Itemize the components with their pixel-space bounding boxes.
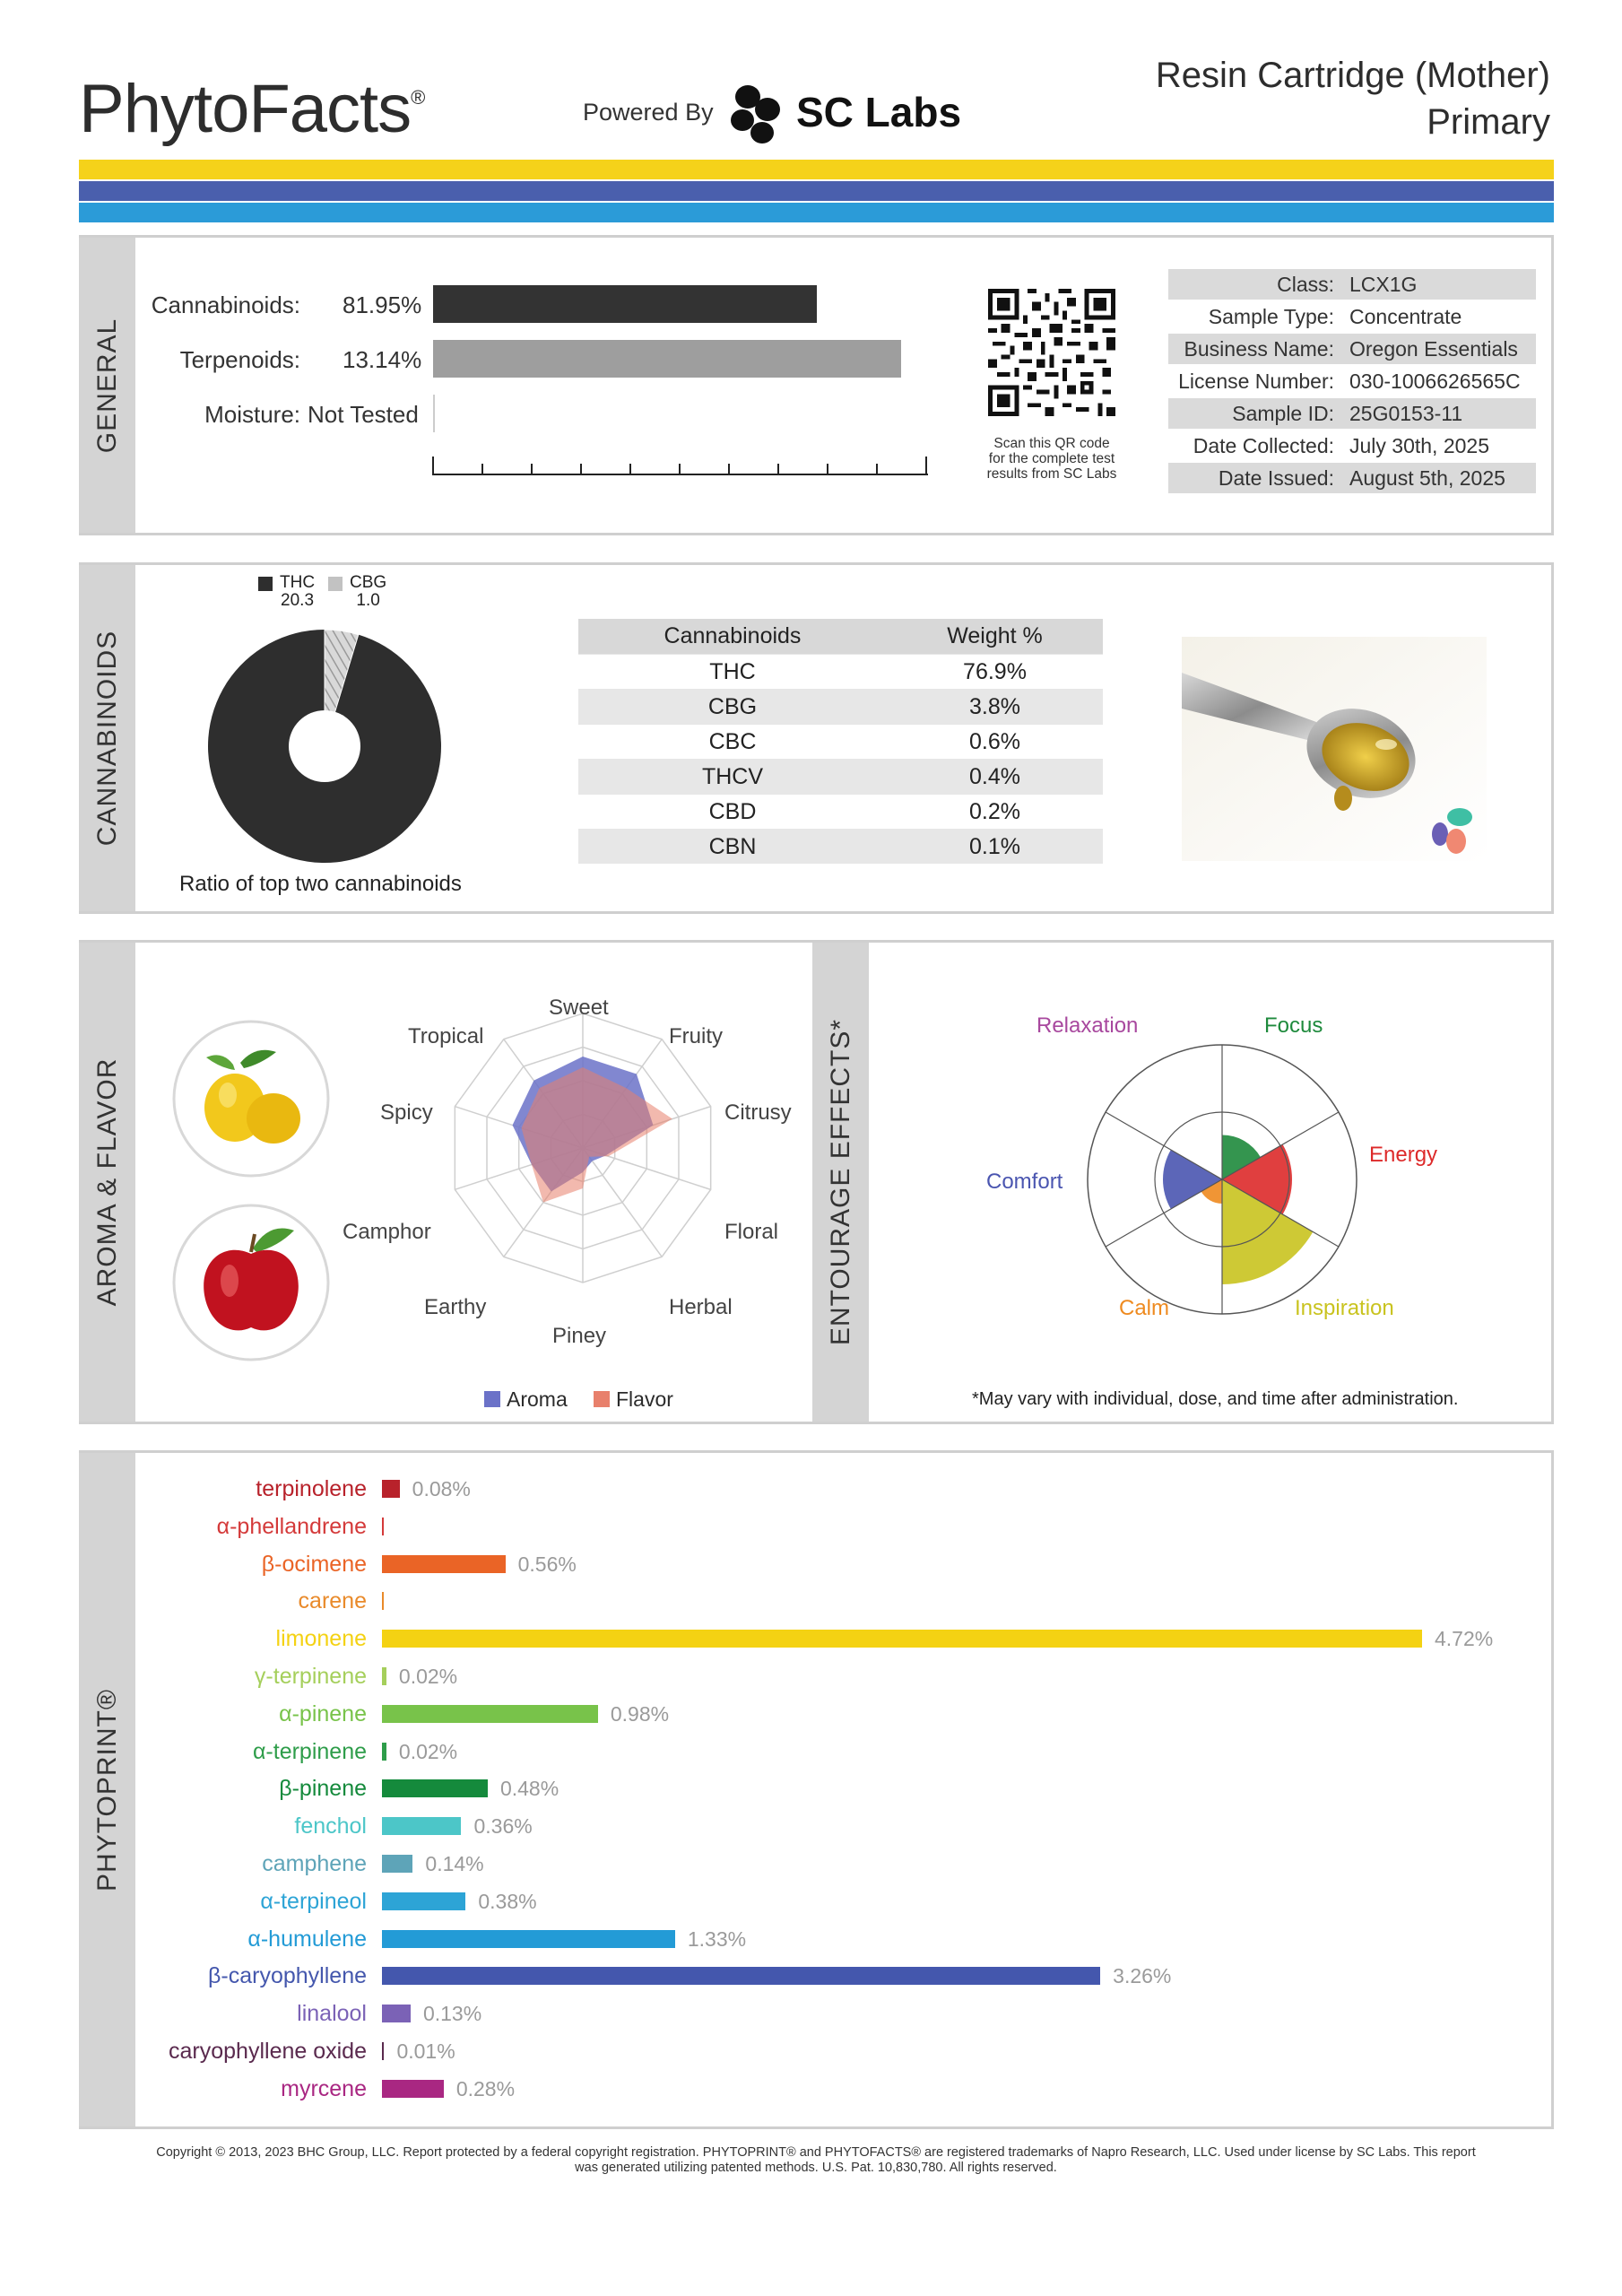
table-header-row <box>578 619 1103 655</box>
effect-focus: Focus <box>1264 1013 1323 1038</box>
scale-ruler <box>430 453 932 480</box>
table-cell: 0.4% <box>887 760 1103 795</box>
phytofacts-logo: PhytoFacts® <box>79 71 425 147</box>
terpene-percent: 3.26% <box>1113 1964 1172 1988</box>
info-sample-id <box>1168 398 1536 429</box>
table-cell: 76.9% <box>887 655 1103 690</box>
info-value: LCX1G <box>1349 273 1418 296</box>
info-key: Class: <box>1277 273 1334 296</box>
cannabinoids-bar <box>433 285 817 323</box>
terpene-name: α-pinene <box>279 1700 367 1726</box>
table-cell: CBN <box>578 830 887 865</box>
effects-polar-chart <box>1083 1040 1361 1318</box>
aroma-rail <box>79 943 135 1422</box>
table-row <box>578 830 1103 865</box>
terpene-name: β-pinene <box>279 1776 367 1802</box>
table-cell: CBC <box>578 725 887 760</box>
terpene-bar <box>382 1630 1422 1648</box>
table-row <box>578 760 1103 795</box>
terpene-name: β-ocimene <box>261 1551 367 1577</box>
terpene-bar <box>382 2080 444 2098</box>
effects-rail <box>812 943 869 1422</box>
donut-hole <box>289 710 360 782</box>
info-value: August 5th, 2025 <box>1349 466 1505 490</box>
logo-text: PhytoFacts <box>79 71 412 147</box>
general-rail <box>79 238 135 533</box>
qr-caption-line: Scan this QR code <box>993 436 1110 451</box>
terpene-name: carene <box>298 1588 367 1614</box>
info-date-issued <box>1168 463 1536 493</box>
terpene-name: limonene <box>275 1626 367 1652</box>
table-row <box>578 690 1103 725</box>
effect-energy: Energy <box>1369 1143 1438 1167</box>
product-category: Primary <box>1427 102 1550 142</box>
radar-spoke <box>583 1148 662 1257</box>
stripe-yellow <box>79 160 1554 179</box>
axis-camphor: Camphor <box>343 1220 431 1244</box>
sc-labs-dots-icon <box>1427 805 1478 859</box>
axis-earthy: Earthy <box>424 1295 487 1319</box>
terpene-bar <box>382 1855 412 1873</box>
terpene-percent: 0.56% <box>517 1552 577 1576</box>
terpene-bar <box>382 1592 384 1610</box>
terpene-percent: 0.98% <box>610 1701 670 1726</box>
terpene-percent: 0.36% <box>473 1814 533 1839</box>
table-header: Weight % <box>887 619 1103 655</box>
axis-fruity: Fruity <box>669 1024 723 1048</box>
legend-thc <box>280 574 315 610</box>
moisture-bar-empty <box>433 395 435 432</box>
terpene-bar <box>382 1967 1100 1985</box>
terpene-bar <box>382 1705 598 1723</box>
info-value: 25G0153-11 <box>1349 402 1463 425</box>
axis-spicy: Spicy <box>380 1100 433 1125</box>
ratio-caption: Ratio of top two cannabinoids <box>179 872 462 896</box>
legend-thc-swatch <box>258 577 273 591</box>
info-value: Oregon Essentials <box>1349 337 1518 361</box>
info-class <box>1168 269 1536 300</box>
effects-rail-label: ENTOURAGE EFFECTS* <box>825 1018 855 1346</box>
terpene-name: α-terpineol <box>260 1888 367 1914</box>
info-business-name <box>1168 334 1536 364</box>
general-rail-label: GENERAL <box>91 317 122 453</box>
moisture-label: Moisture: <box>204 401 300 428</box>
terpene-name: α-phellandrene <box>216 1513 367 1539</box>
terpene-name: fenchol <box>294 1813 367 1839</box>
legend-value: 1.0 <box>356 591 380 610</box>
info-value: July 30th, 2025 <box>1349 434 1490 457</box>
terpene-percent: 0.14% <box>425 1852 484 1875</box>
terpene-percent: 0.28% <box>455 2076 516 2100</box>
product-title <box>1156 52 1550 145</box>
cannabinoids-rail <box>79 565 135 911</box>
terpene-bar <box>382 1555 506 1573</box>
sc-labs-logo <box>723 79 992 145</box>
legend-flavor-swatch <box>594 1391 610 1407</box>
legend-flavor: Flavor <box>616 1387 673 1411</box>
terpene-percent: 0.02% <box>398 1739 458 1763</box>
terpene-name: β-caryophyllene <box>208 1963 367 1989</box>
terpenoids-label: Terpenoids: <box>179 346 300 373</box>
stripe-light-blue <box>79 203 1554 222</box>
legend-aroma-swatch <box>484 1391 500 1407</box>
effects-note: *May vary with individual, dose, and time after administration. <box>972 1389 1459 1409</box>
terpene-name: camphene <box>262 1851 367 1876</box>
info-sample-type <box>1168 301 1536 332</box>
terpene-bar <box>382 2005 411 2022</box>
info-key: Business Name: <box>1184 337 1334 361</box>
terpene-bar <box>382 1779 488 1797</box>
phytoprint-rail-label: PHYTOPRINT® <box>91 1688 122 1892</box>
table-cell: THCV <box>578 760 887 795</box>
qr-code-icon[interactable] <box>988 289 1115 416</box>
terpene-percent: 0.02% <box>398 1665 458 1688</box>
table-cell: CBD <box>578 795 887 830</box>
powered-by-label: Powered By <box>583 99 714 126</box>
terpene-percent: 0.38% <box>478 1889 537 1913</box>
info-date-collected <box>1168 430 1536 461</box>
copyright-line: was generated utilizing patented methods. U.S. Pat. 10,830,780. All rights reserved. <box>575 2161 1057 2175</box>
terpene-bar <box>382 1518 384 1535</box>
terpene-name: α-humulene <box>247 1926 367 1952</box>
table-row <box>578 795 1103 830</box>
terpene-percent: 0.01% <box>396 2039 455 2063</box>
info-value: Concentrate <box>1349 305 1462 328</box>
legend-name: CBG <box>350 573 387 592</box>
table-cell: 0.6% <box>887 725 1103 760</box>
axis-floral: Floral <box>724 1220 779 1244</box>
terpene-name: α-terpinene <box>252 1738 367 1764</box>
terpene-percent: 0.13% <box>422 2002 482 2026</box>
cannabinoids-rail-label: CANNABINOIDS <box>91 630 122 847</box>
info-key: Sample Type: <box>1208 305 1334 328</box>
terpene-bar <box>382 1743 386 1761</box>
table-row <box>578 725 1103 760</box>
terpene-percent: 0.48% <box>499 1777 559 1801</box>
qr-caption-line: for the complete test <box>988 451 1115 466</box>
product-name: Resin Cartridge (Mother) <box>1155 56 1550 95</box>
terpene-name: terpinolene <box>256 1476 367 1501</box>
terpene-name: linalool <box>297 2001 367 2027</box>
terpenoids-value: 13.14% <box>343 346 422 373</box>
table-cell: 0.1% <box>887 830 1103 865</box>
info-value: 030-1006626565C <box>1349 370 1521 393</box>
terpene-name: γ-terpinene <box>254 1664 367 1689</box>
qr-caption-line: results from SC Labs <box>986 466 1117 482</box>
ratio-donut-chart <box>206 628 443 865</box>
info-license-number <box>1168 366 1536 396</box>
table-cell: CBG <box>578 690 887 725</box>
copyright-line: Copyright © 2013, 2023 BHC Group, LLC. Report protected by a federal copyright registration. PHYTOPRINT® and PHYTOFACTS® are registered trademarks of Napro Research, LLC. Used under license by SC Labs. This report <box>156 2145 1476 2160</box>
axis-piney: Piney <box>552 1324 607 1348</box>
table-cell: THC <box>578 655 887 690</box>
table-cell: 3.8% <box>887 690 1103 725</box>
aroma-rail-label: AROMA & FLAVOR <box>91 1057 122 1307</box>
effect-comfort: Comfort <box>986 1170 1063 1194</box>
terpene-name: caryophyllene oxide <box>169 2039 367 2064</box>
terpene-bar <box>382 1930 675 1948</box>
terpene-bar <box>382 2042 384 2060</box>
cannabinoids-value: 81.95% <box>343 291 422 318</box>
table-row <box>578 655 1103 690</box>
terpene-percent: 4.72% <box>1435 1627 1494 1651</box>
terpenoids-bar <box>433 340 901 378</box>
table-header: Cannabinoids <box>578 619 887 655</box>
sc-labs-text: SC Labs <box>796 89 962 135</box>
info-key: Sample ID: <box>1232 402 1334 425</box>
effect-relaxation: Relaxation <box>1037 1013 1139 1038</box>
terpene-bar <box>382 1817 461 1835</box>
lemon-icon <box>170 1018 332 1179</box>
radar-series-flavor <box>522 1067 672 1203</box>
axis-herbal: Herbal <box>669 1295 733 1319</box>
apple-icon <box>170 1202 332 1363</box>
axis-tropical: Tropical <box>408 1024 484 1048</box>
axis-citrusy: Citrusy <box>724 1100 792 1125</box>
legend-value: 20.3 <box>281 591 315 610</box>
terpene-bar <box>382 1480 400 1498</box>
phytoprint-rail <box>79 1453 135 2126</box>
legend-cbg <box>350 574 386 610</box>
info-key: Date Collected: <box>1193 434 1334 457</box>
moisture-value: Not Tested <box>308 401 419 428</box>
axis-sweet: Sweet <box>549 996 609 1020</box>
terpene-bar <box>382 1667 386 1685</box>
effect-calm: Calm <box>1119 1296 1170 1320</box>
copyright-footer <box>81 2145 1551 2176</box>
terpene-name: myrcene <box>281 2075 367 2101</box>
legend-name: THC <box>280 573 316 592</box>
legend-cbg-swatch <box>328 577 343 591</box>
info-key: License Number: <box>1178 370 1334 393</box>
qr-caption <box>977 436 1126 482</box>
stripe-blue <box>79 181 1554 201</box>
table-cell: 0.2% <box>887 795 1103 830</box>
effect-inspiration: Inspiration <box>1295 1296 1394 1320</box>
cannabinoids-label: Cannabinoids: <box>151 291 300 318</box>
info-key: Date Issued: <box>1218 466 1334 490</box>
legend-aroma: Aroma <box>507 1387 568 1411</box>
terpene-bar <box>382 1892 465 1910</box>
terpene-percent: 0.08% <box>412 1477 471 1500</box>
cannabinoid-table <box>578 619 1103 864</box>
terpene-percent: 1.33% <box>687 1926 747 1951</box>
